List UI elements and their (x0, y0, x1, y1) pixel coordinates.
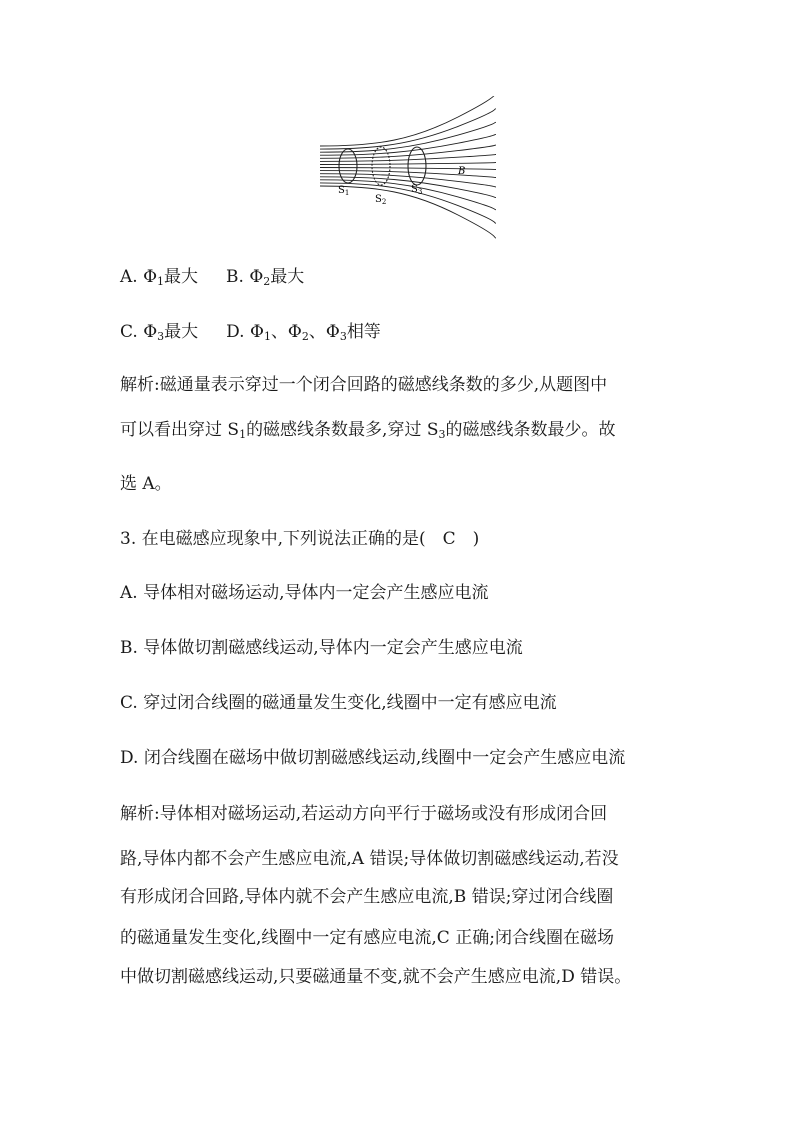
label-b: B (458, 166, 466, 177)
field-line (320, 122, 496, 152)
option-b: B. $\Phi_2$最大 (226, 267, 305, 288)
q3-option-a: A. 导体相对磁场运动,导体内一定会产生感应电流 (120, 583, 489, 603)
label-s2: $S_2$ (375, 194, 387, 206)
q2-options-row1 (120, 266, 304, 293)
q3-option-b: B. 导体做切割磁感线运动,导体内一定会产生感应电流 (120, 638, 523, 658)
option-d: D. $\Phi_1$、$\Phi_2$、$\Phi_3$相等 (226, 322, 381, 343)
q3-stem: 3. 在电磁感应现象中,下列说法正确的是( C ) (120, 529, 480, 549)
q3-analysis-line4: 的磁通量发生变化,线圈中一定有感应电流,C 正确;闭合线圈在磁场 (120, 928, 614, 948)
option-c: C. $\Phi_3$最大 (120, 322, 199, 343)
q3-option-d: D. 闭合线圈在磁场中做切割磁感线运动,线圈中一定会产生感应电流 (120, 748, 626, 768)
loop-s3 (408, 147, 426, 185)
field-line (320, 109, 496, 149)
q2-options-row2 (120, 321, 381, 348)
q2-analysis-line3: 选 A。 (120, 474, 172, 494)
q3-option-c: C. 穿过闭合线圈的磁通量发生变化,线圈中一定有感应电流 (120, 693, 557, 713)
magnetic-field-figure (318, 96, 498, 246)
q2-analysis-line2: 可以看出穿过 $S_1$的磁感线条数最多,穿过 $S_3$的磁感线条数最少。故 (120, 420, 616, 441)
q3-analysis-line3: 有形成闭合回路,导体内就不会产生感应电流,B 错误;穿过闭合线圈 (120, 887, 614, 907)
option-a: A. $\Phi_1$最大 (120, 267, 199, 288)
q3-analysis-line2: 路,导体内都不会产生感应电流,A 错误;导体做切割磁感线运动,若没 (120, 849, 619, 869)
label-s1: $S_1$ (338, 185, 350, 197)
field-line (320, 96, 496, 146)
loop-s1 (339, 149, 357, 183)
label-s3: $S_3$ (411, 184, 423, 196)
q2-analysis-line1: 解析:磁通量表示穿过一个闭合回路的磁感线条数的多少,从题图中 (120, 375, 608, 395)
q3-analysis-line5: 中做切割磁感线运动,只要磁通量不变,就不会产生感应电流,D 错误。 (120, 967, 632, 987)
q3-analysis-line1: 解析:导体相对磁场运动,若运动方向平行于磁场或没有形成闭合回 (120, 804, 608, 824)
